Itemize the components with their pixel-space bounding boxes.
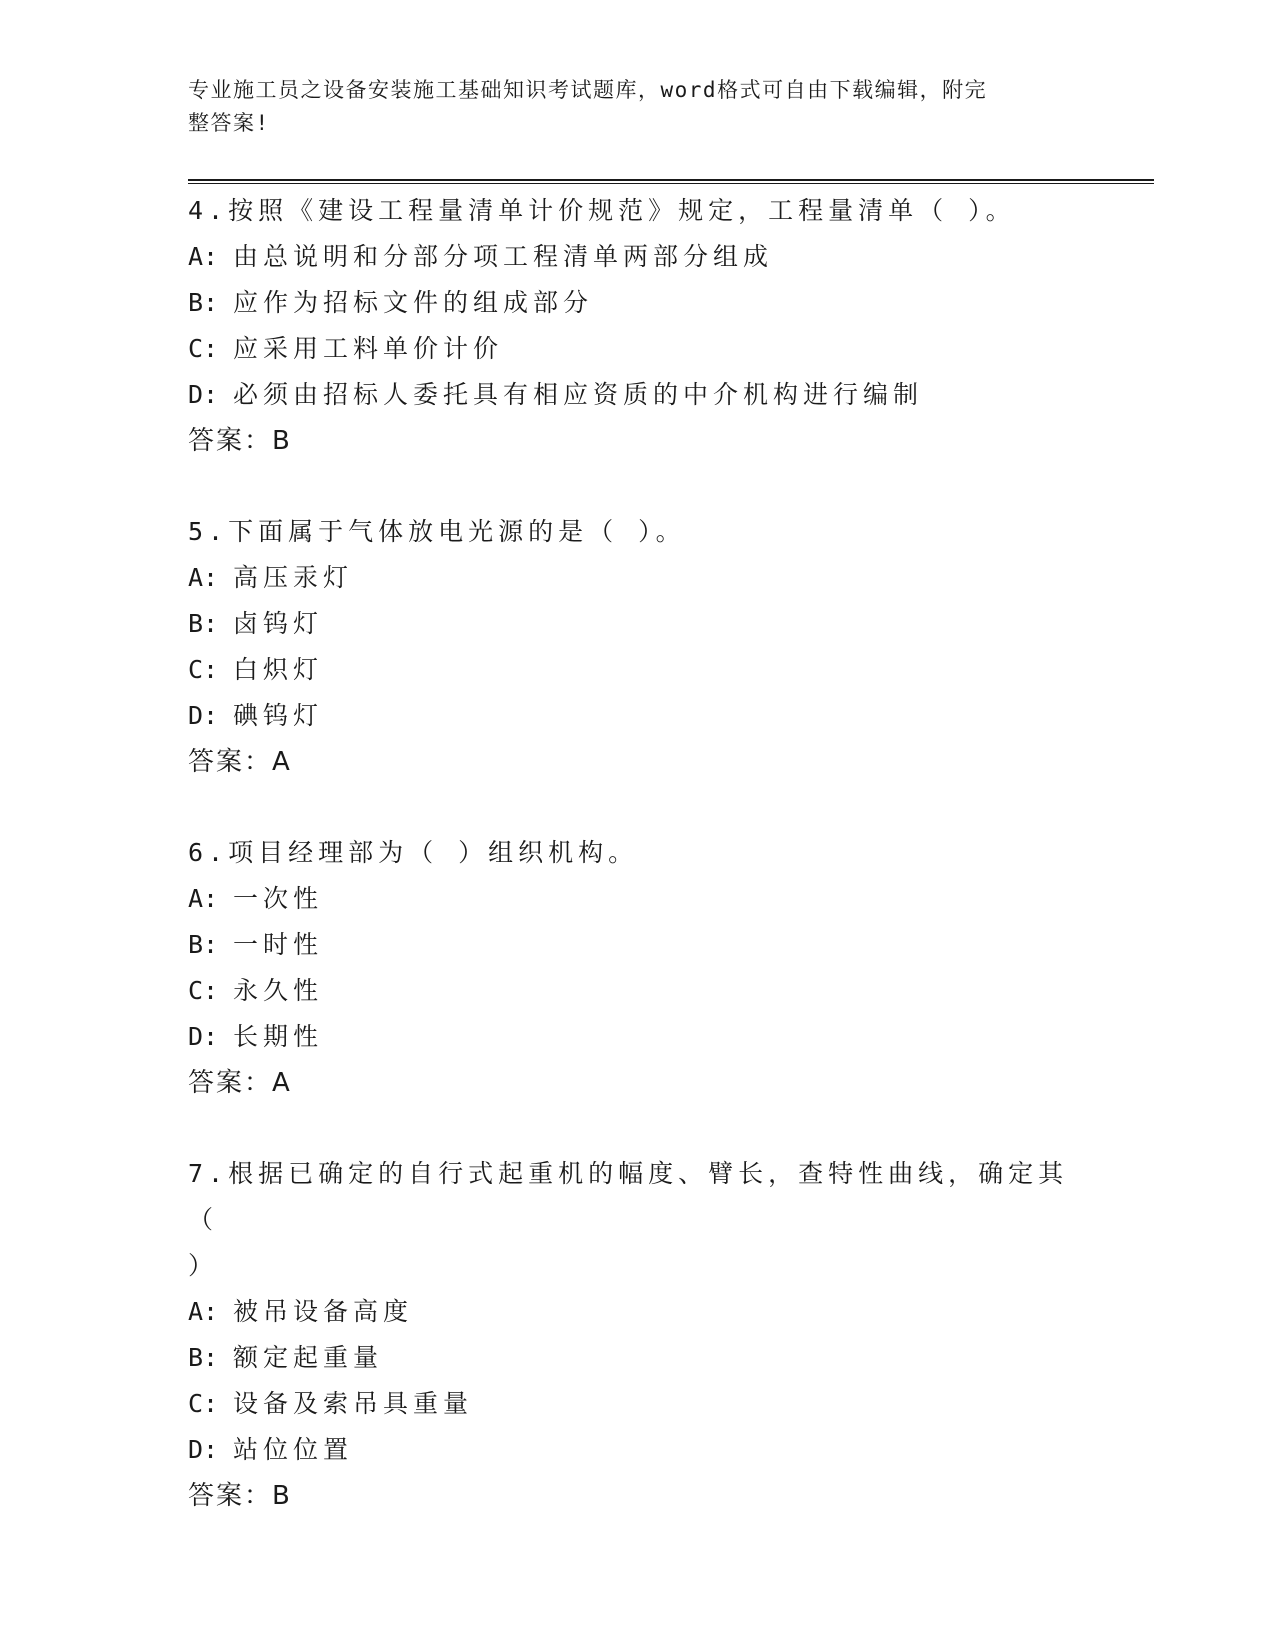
header-line-2: 整答案! bbox=[188, 111, 270, 135]
option-b bbox=[188, 601, 1088, 647]
option-key: D: bbox=[188, 1022, 219, 1051]
question-stem-continuation: ） bbox=[188, 1251, 219, 1280]
option-text: 高压汞灯 bbox=[233, 563, 354, 592]
question-item bbox=[188, 1151, 1088, 1519]
option-d bbox=[188, 693, 1088, 739]
answer-line: 答案：B bbox=[188, 1481, 292, 1511]
document-header bbox=[188, 74, 1068, 140]
option-text: 设备及索吊具重量 bbox=[233, 1389, 474, 1418]
option-key: D: bbox=[188, 701, 219, 730]
header-line-1: 专业施工员之设备安装施工基础知识考试题库，word格式可自由下载编辑，附完 bbox=[188, 78, 988, 102]
option-key: A: bbox=[188, 242, 219, 271]
answer-line: 答案：B bbox=[188, 426, 292, 456]
question-stem: 7.根据已确定的自行式起重机的幅度、臂长，查特性曲线，确定其（ bbox=[188, 1159, 1069, 1234]
option-text: 卤钨灯 bbox=[233, 609, 324, 638]
option-a bbox=[188, 555, 1088, 601]
option-c bbox=[188, 647, 1088, 693]
option-text: 必须由招标人委托具有相应资质的中介机构进行编制 bbox=[233, 380, 924, 409]
option-key: C: bbox=[188, 334, 219, 363]
option-text: 一时性 bbox=[233, 930, 324, 959]
answer-line: 答案：A bbox=[188, 1068, 292, 1098]
option-text: 一次性 bbox=[233, 884, 324, 913]
option-text: 应作为招标文件的组成部分 bbox=[233, 288, 594, 317]
option-text: 碘钨灯 bbox=[233, 701, 324, 730]
option-text: 由总说明和分部分项工程清单两部分组成 bbox=[233, 242, 774, 271]
question-stem: 6.项目经理部为（ ）组织机构。 bbox=[188, 838, 639, 867]
header-divider-thin bbox=[188, 183, 1154, 184]
option-a bbox=[188, 1289, 1088, 1335]
option-text: 额定起重量 bbox=[233, 1343, 384, 1372]
option-key: B: bbox=[188, 930, 219, 959]
question-list bbox=[188, 188, 1088, 1564]
option-key: A: bbox=[188, 884, 219, 913]
question-stem: 5.下面属于气体放电光源的是（ ）。 bbox=[188, 517, 686, 546]
option-text: 永久性 bbox=[233, 976, 324, 1005]
option-key: D: bbox=[188, 1435, 219, 1464]
option-b bbox=[188, 922, 1088, 968]
option-c bbox=[188, 326, 1088, 372]
option-key: A: bbox=[188, 1297, 219, 1326]
question-item bbox=[188, 509, 1088, 785]
header-divider-thick bbox=[188, 179, 1154, 181]
question-stem: 4.按照《建设工程量清单计价规范》规定，工程量清单（ ）。 bbox=[188, 196, 1016, 225]
answer-line: 答案：A bbox=[188, 747, 292, 777]
option-text: 被吊设备高度 bbox=[233, 1297, 414, 1326]
option-key: D: bbox=[188, 380, 219, 409]
option-a bbox=[188, 234, 1088, 280]
option-key: C: bbox=[188, 1389, 219, 1418]
option-key: A: bbox=[188, 563, 219, 592]
option-text: 应采用工料单价计价 bbox=[233, 334, 504, 363]
option-c bbox=[188, 1381, 1088, 1427]
option-key: B: bbox=[188, 609, 219, 638]
option-d bbox=[188, 1427, 1088, 1473]
option-text: 长期性 bbox=[233, 1022, 324, 1051]
option-key: B: bbox=[188, 1343, 219, 1372]
question-item bbox=[188, 188, 1088, 464]
option-d bbox=[188, 1014, 1088, 1060]
option-key: B: bbox=[188, 288, 219, 317]
option-c bbox=[188, 968, 1088, 1014]
option-d bbox=[188, 372, 1088, 418]
option-key: C: bbox=[188, 976, 219, 1005]
option-a bbox=[188, 876, 1088, 922]
option-b bbox=[188, 1335, 1088, 1381]
option-b bbox=[188, 280, 1088, 326]
option-key: C: bbox=[188, 655, 219, 684]
option-text: 白炽灯 bbox=[233, 655, 324, 684]
question-item bbox=[188, 830, 1088, 1106]
option-text: 站位位置 bbox=[233, 1435, 354, 1464]
